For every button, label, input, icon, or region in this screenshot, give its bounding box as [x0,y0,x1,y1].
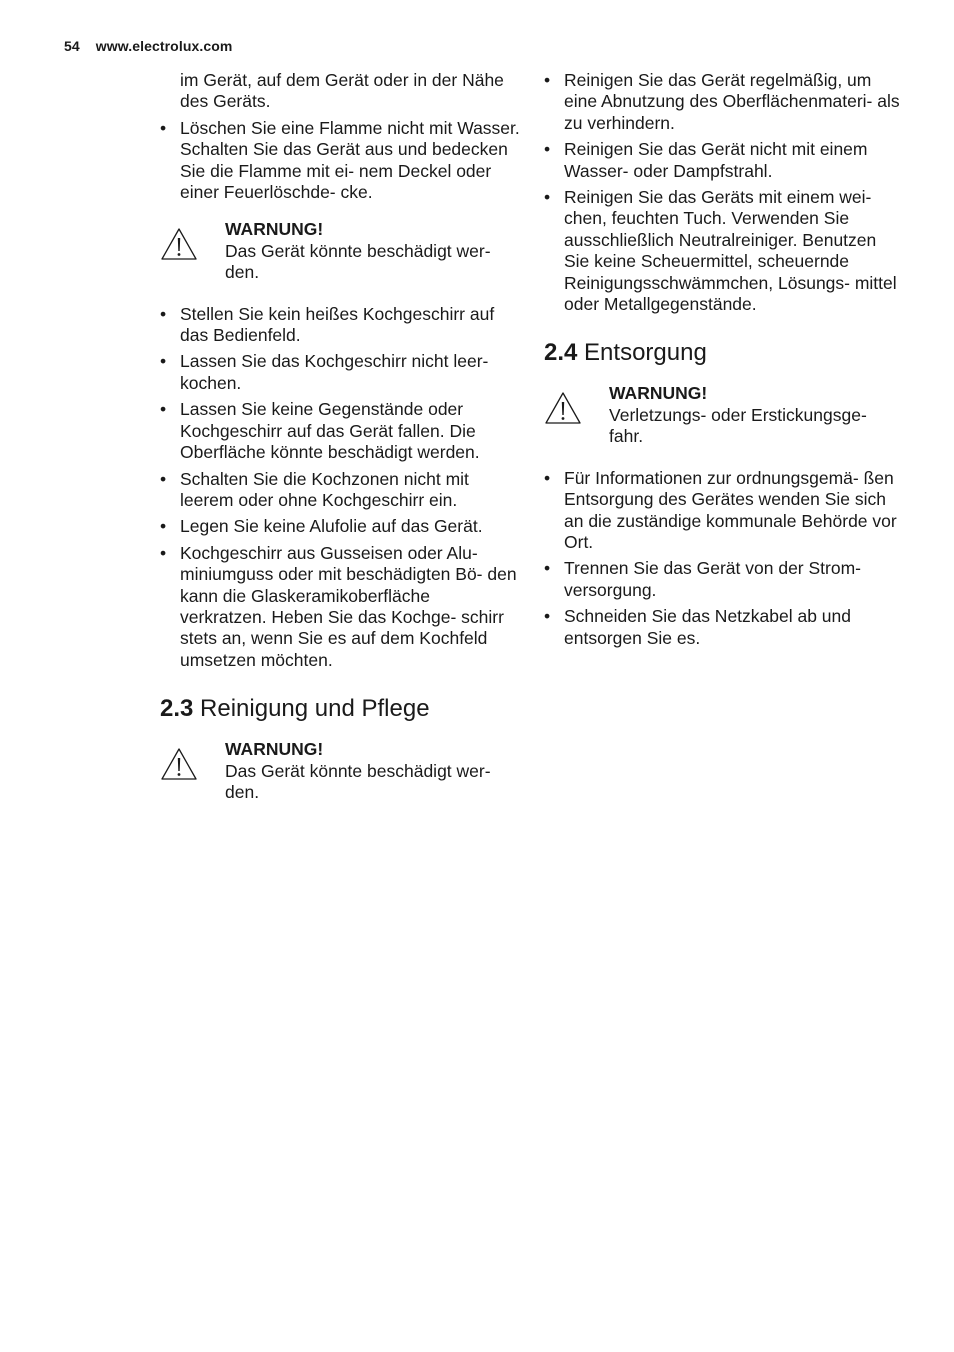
right-column [544,70,904,654]
list-item: • Stellen Sie kein heißes Kochgeschirr auf das Bedienfeld. [160,303,495,346]
list-item: • Für Informationen zur ordnungsgemä- ßen Entsorgung des Gerätes wenden Sie sich an die zuständige kommunale Behörde vor Ort. [544,467,897,552]
list-item: • Schneiden Sie das Netzkabel ab und entsorgen Sie es. [544,606,852,648]
list-item: • Reinigen Sie das Gerät nicht mit einem Wasser- oder Dampfstrahl. [544,139,868,181]
bullet-list-left-b [160,304,520,672]
page-header [64,38,232,54]
list-item: • Lassen Sie das Kochgeschirr nicht leer- kochen. [160,351,489,393]
list-item: • Trennen Sie das Gerät von der Strom- versorgung. [544,558,861,600]
page-number: 54 [64,38,80,54]
section-heading-2-4: 2.4 Entsorgung [544,339,707,367]
bullet-list-right-a [544,70,904,315]
warning-triangle-icon [160,747,198,781]
continuation-paragraph: im Gerät, auf dem Gerät oder in der Nähe des Geräts. [180,70,504,112]
warning-text: Das Gerät könnte beschädigt wer- den. [225,240,491,283]
list-item: • Lassen Sie keine Gegenstände oder Kochgeschirr auf das Gerät fallen. Die Oberfläche könnte beschädigt werden. [160,399,480,463]
warning-title: WARNUNG! [609,383,708,404]
list-item: • Reinigen Sie das Geräts mit einem wei- chen, feuchten Tuch. Verwenden Sie ausschließlich Neutralreiniger. Benutzen Sie keine Scheuermittel, scheuernde Reinigungsschwämmchen, Lösungs- mittel oder Metallgegenstände. [544,187,897,315]
warning-box [160,219,520,283]
warning-triangle-icon [160,227,198,261]
warning-box [160,739,520,803]
list-item: • Legen Sie keine Alufolie auf das Gerät. [160,516,483,537]
bullet-list-right-b [544,468,904,649]
warning-triangle-icon [544,391,582,425]
warning-title: WARNUNG! [225,219,324,240]
left-column [160,70,520,823]
website-link[interactable]: www.electrolux.com [95,38,233,54]
list-item: • Löschen Sie eine Flamme nicht mit Wasser. Schalten Sie das Gerät aus und bedecken Sie die Flamme mit ei- nem Deckel oder einer Feuerlöschde- cke. [160,117,520,203]
bullet-list-left-a [160,118,520,204]
warning-title: WARNUNG! [225,739,324,760]
section-heading-2-3: 2.3 Reinigung und Pflege [160,695,430,723]
warning-text: Verletzungs- oder Erstickungsge- fahr. [609,404,867,447]
list-item: • Kochgeschirr aus Gusseisen oder Alu- miniumguss oder mit beschädigten Bö- den kann die Glaskeramikoberfläche verkratzen. Heben Sie das Kochge- schirr stets an, wenn Sie es auf dem Kochfeld umsetzen möchten. [160,542,517,670]
list-item: • Reinigen Sie das Gerät regelmäßig, um eine Abnutzung des Oberflächenmateri- als zu verhindern. [544,70,900,133]
warning-box [544,383,904,447]
list-item: • Schalten Sie die Kochzonen nicht mit leerem oder ohne Kochgeschirr ein. [160,468,469,510]
warning-text: Das Gerät könnte beschädigt wer- den. [225,760,491,802]
